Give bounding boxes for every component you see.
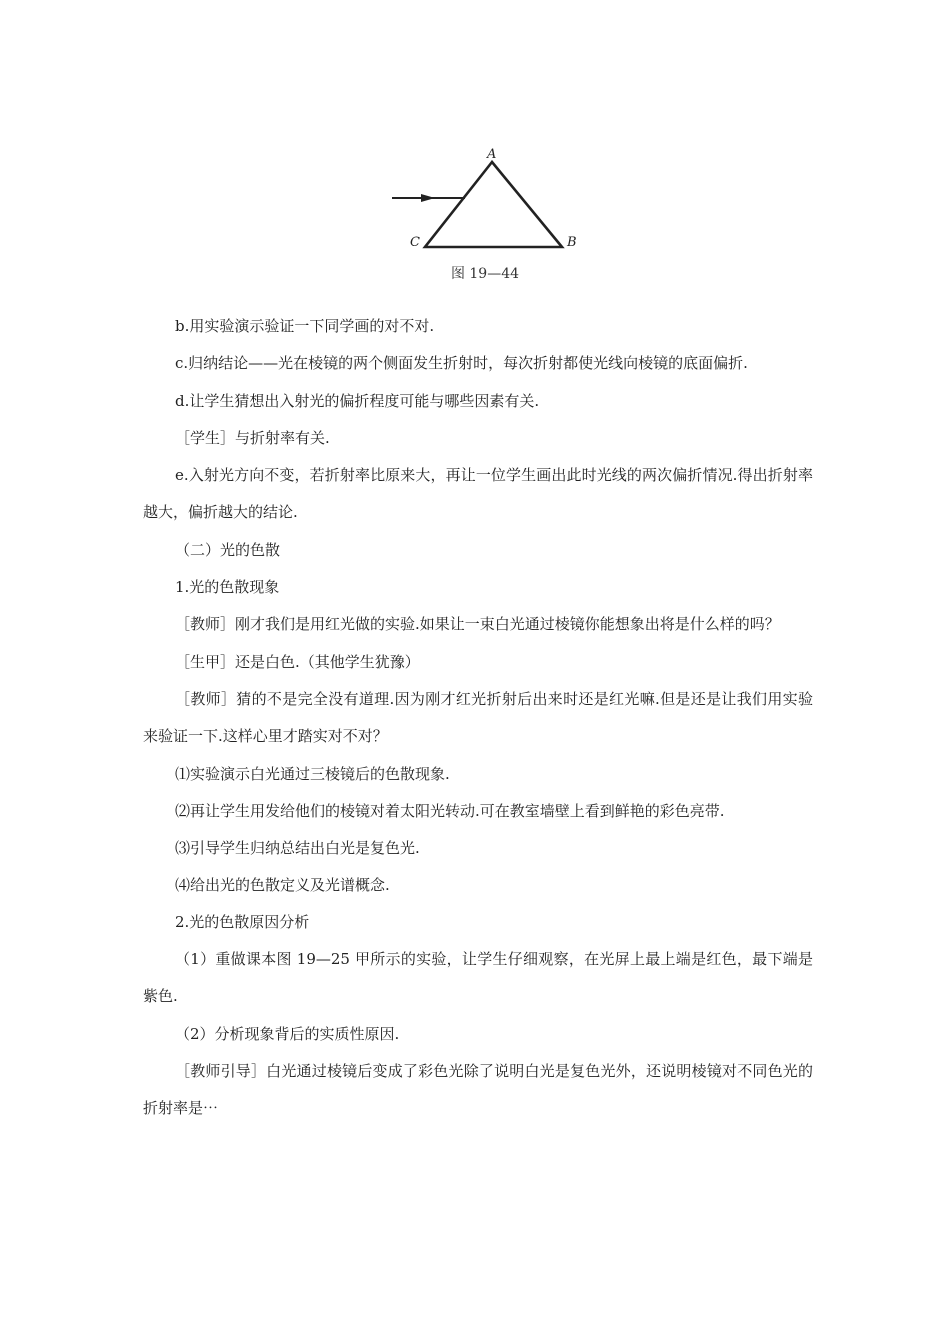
vertex-label-c: C (410, 235, 420, 250)
vertex-label-a: A (487, 147, 497, 162)
list-item: ⑶引导学生归纳总结出白光是复色光. (175, 839, 420, 857)
list-item: ⑵再让学生用发给他们的棱镜对着太阳光转动.可在教室墙壁上看到鲜艳的彩色亮带. (175, 802, 725, 820)
paragraph: （1）重做课本图 19—25 甲所示的实验，让学生仔细观察，在光屏上最上端是红色，最下端是紫色. (143, 950, 813, 1005)
paragraph: b.用实验演示验证一下同学画的对不对. (175, 317, 435, 335)
paragraph: ［教师］猜的不是完全没有道理.因为刚才红光折射后出来时还是红光嘛.但是还是让我们用实验来验证一下.这样心里才踏实对不对？ (143, 690, 813, 745)
prism-triangle (425, 162, 562, 247)
vertex-label-b: B (567, 235, 577, 250)
document-body (143, 312, 813, 1132)
ray-arrowhead (421, 194, 435, 202)
list-item: ⑴实验演示白光通过三棱镜后的色散现象. (175, 765, 450, 783)
subsection-heading: 2.光的色散原因分析 (175, 913, 310, 931)
prism-diagram (385, 140, 585, 265)
paragraph: ［教师引导］白光通过棱镜后变成了彩色光除了说明白光是复色光外，还说明棱镜对不同色光的折射率是⋯ (143, 1062, 813, 1117)
paragraph: ［教师］刚才我们是用红光做的实验.如果让一束白光通过棱镜你能想象出将是什么样的吗？ (175, 615, 780, 633)
paragraph: ［学生］与折射率有关. (175, 429, 330, 447)
figure-caption: 图 19—44 (450, 266, 520, 282)
list-item: ⑷给出光的色散定义及光谱概念. (175, 876, 390, 894)
subsection-heading: 1.光的色散现象 (175, 578, 280, 596)
section-heading: （二）光的色散 (175, 541, 281, 559)
paragraph: （2）分析现象背后的实质性原因. (175, 1025, 400, 1043)
paragraph: e.入射光方向不变，若折射率比原来大，再让一位学生画出此时光线的两次偏折情况.得出折射率越大，偏折越大的结论. (143, 466, 813, 521)
paragraph: c.归纳结论——光在棱镜的两个侧面发生折射时，每次折射都使光线向棱镜的底面偏折. (175, 354, 748, 372)
paragraph: ［生甲］还是白色.（其他学生犹豫） (175, 653, 420, 671)
paragraph: d.让学生猜想出入射光的偏折程度可能与哪些因素有关. (175, 392, 540, 410)
